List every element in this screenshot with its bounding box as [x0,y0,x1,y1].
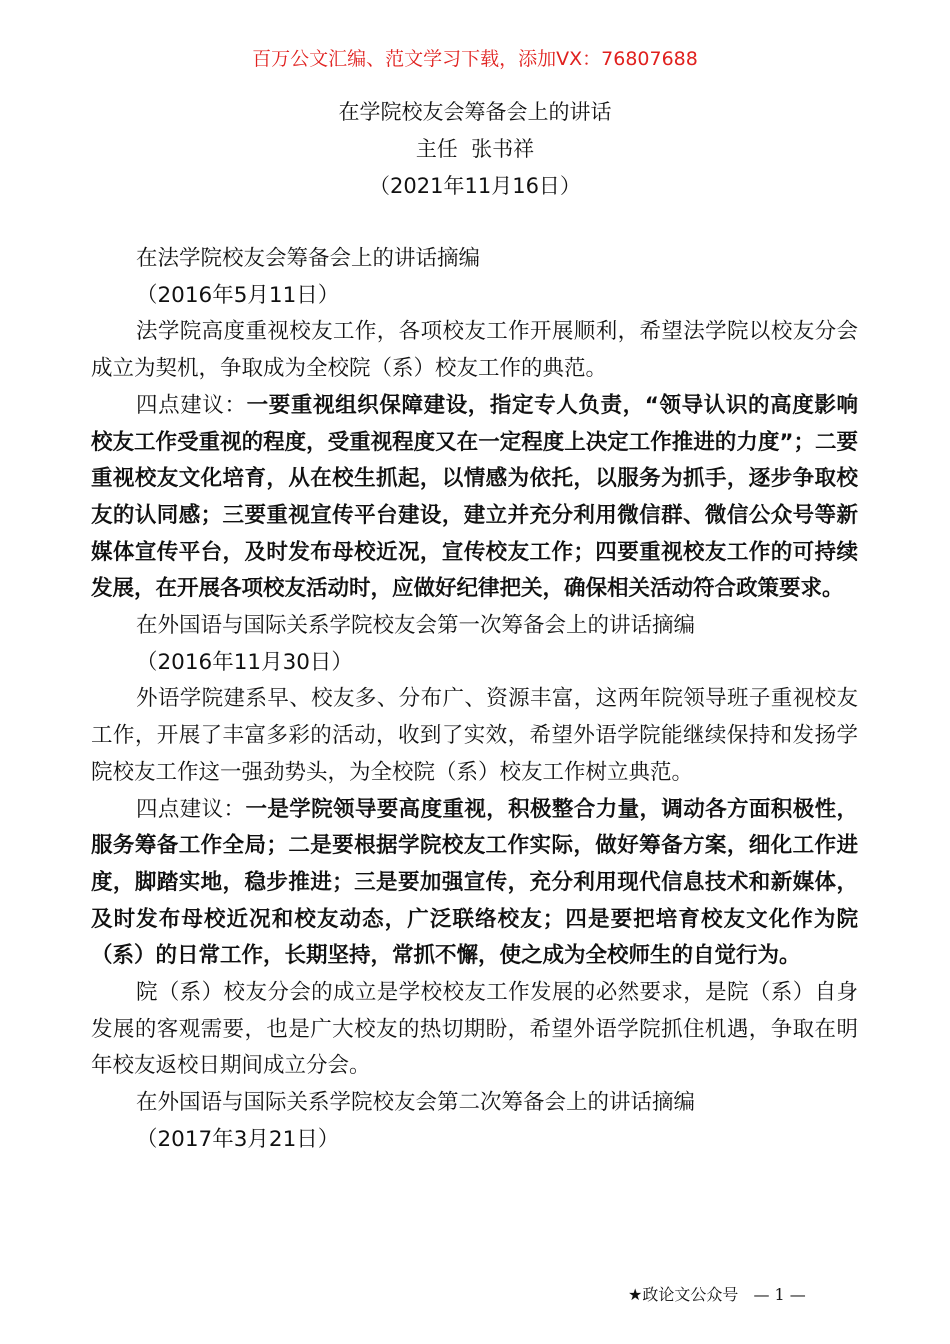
section-heading: 在法学院校友会筹备会上的讲话摘编 [136,246,481,271]
document-body [91,241,858,1159]
page-footer [628,1282,816,1305]
watermark-banner: 百万公文汇编、范文学习下载，添加VX：76807688 [252,48,698,70]
paragraph: 院（系）校友分会的成立是学校校友工作发展的必然要求，是院（系）自身发展的客观需要，也是广大校友的热切期盼，希望外语学院抓住机遇，争取在明年校友返校日期间成立分会。 [91,980,858,1079]
document-title: 在学院校友会筹备会上的讲话 [338,100,612,124]
section-date: （2017年3月21日） [136,1126,340,1152]
section-date: （2016年11月30日） [136,649,353,675]
suggestions-text: 一要重视组织保障建设，指定专人负责，“领导认识的高度影响校友工作受重视的程度，受重视程度又在一定程度上决定工作推进的力度”；二要重视校友文化培育，从在校生抓起，以情感为依托，以服务为抓手，逐步争取校友的认同感；三要重视宣传平台建设，建立并充分利用微信群、微信公众号等新媒体宣传平台，及时发布母校近况，宣传校友工作；四要重视校友工作的可持续发展，在开展各项校友活动时，应做好纪律把关，确保相关活动符合政策要求。 [91,392,858,602]
document-header [0,94,950,205]
section-heading: 在外国语与国际关系学院校友会第二次筹备会上的讲话摘编 [136,1090,696,1116]
suggestions-paragraph [91,792,858,976]
suggestions-label: 四点建议： [136,796,246,822]
suggestions-paragraph [91,388,858,608]
document-author: 主任 张书祥 [415,137,535,161]
section-date: （2016年5月11日） [136,282,340,308]
suggestions-text: 一是学院领导要高度重视，积极整合力量，调动各方面积极性，服务筹备工作全局；二是要根据学院校友工作实际，做好筹备方案，细化工作进度，脚踏实地，稳步推进；三是要加强宣传，充分利用现代信息技术和新媒体，及时发布母校近况和校友动态，广泛联络校友；四是要把培育校友文化作为院（系）的日常工作，长期坚持，常抓不懈，使之成为全校师生的自觉行为。 [91,796,858,969]
section-heading: 在外国语与国际关系学院校友会第一次筹备会上的讲话摘编 [136,613,696,639]
page-number: — 1 — [753,1285,806,1304]
paragraph: 法学院高度重视校友工作，各项校友工作开展顺利，希望法学院以校友分会成立为契机，争取成为全校院（系）校友工作的典范。 [91,319,858,382]
paragraph: 外语学院建系早、校友多、分布广、资源丰富，这两年院领导班子重视校友工作，开展了丰富多彩的活动，收到了实效，希望外语学院能继续保持和发扬学院校友工作这一强劲势头，为全校院（系）校友工作树立典范。 [91,686,858,785]
footer-source: ★政论文公众号 [628,1285,739,1304]
document-date: （2021年11月16日） [369,174,581,198]
suggestions-label: 四点建议： [136,392,247,418]
